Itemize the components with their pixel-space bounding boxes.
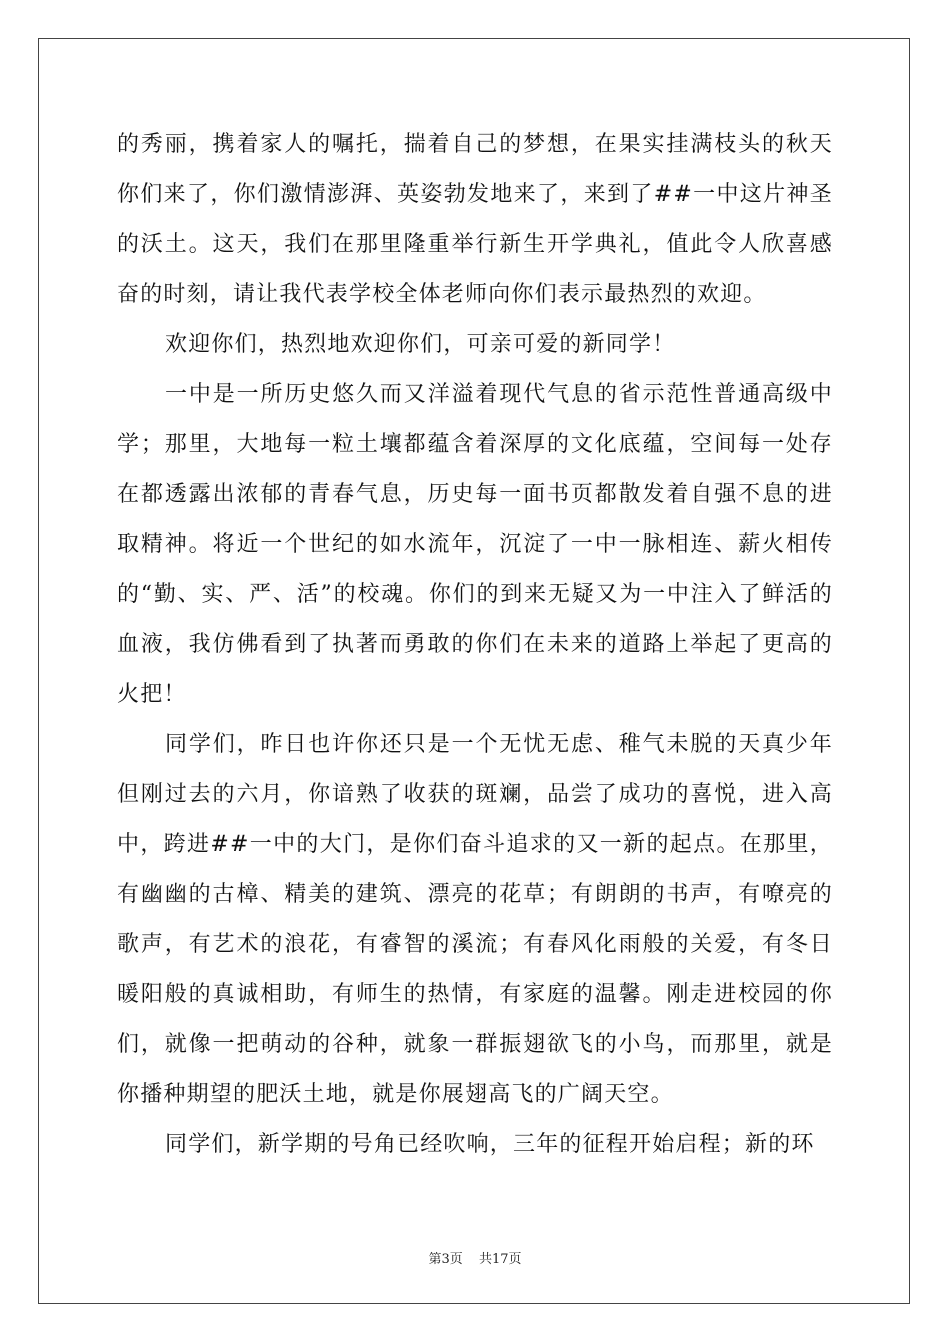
- page-number-current: 第3页: [428, 1252, 463, 1267]
- paragraph-4: 同学们，昨日也许你还只是一个无忧无虑、稚气未脱的天真少年但刚过去的六月，你谙熟了收获的斑斓，品尝了成功的喜悦，进入高中，跨进##一中的大门，是你们奋斗追求的又一新的起点。在那里，有幽幽的古樟、精美的建筑、漂亮的花草；有朗朗的书声，有嘹亮的歌声，有艺术的浪花，有睿智的溪流；有春风化雨般的关爱，有冬日暖阳般的真诚相助，有师生的热情，有家庭的温馨。刚走进校园的你们，就像一把萌动的谷种，就象一群振翅欲飞的小鸟，而那里，就是你播种期望的肥沃土地，就是你展翅高飞的广阔天空。: [117, 732, 833, 1107]
- paragraph-3: 一中是一所历史悠久而又洋溢着现代气息的省示范性普通高级中学；那里，大地每一粒土壤都蕴含着深厚的文化底蕴，空间每一处存在都透露出浓郁的青春气息，历史每一面书页都散发着自强不息的进取精神。将近一个世纪的如水流年，沉淀了一中一脉相连、薪火相传的“勤、实、严、活”的校魂。你们的到来无疑又为一中注入了鲜活的血液，我仿佛看到了执著而勇敢的你们在未来的道路上举起了更高的火把！: [117, 382, 833, 707]
- document-body: [117, 120, 833, 1170]
- page-footer: [0, 1248, 950, 1267]
- page-number-total: 共17页: [478, 1252, 522, 1267]
- paragraph-1: 的秀丽，携着家人的嘱托，揣着自己的梦想，在果实挂满枝头的秋天你们来了，你们激情澎湃、英姿勃发地来了，来到了##一中这片神圣的沃土。这天，我们在那里隆重举行新生开学典礼，值此令人欣喜感奋的时刻，请让我代表学校全体老师向你们表示最热烈的欢迎。: [117, 132, 833, 307]
- paragraph-5: 同学们，新学期的号角已经吹响，三年的征程开始启程；新的环: [165, 1132, 815, 1157]
- paragraph-2: 欢迎你们，热烈地欢迎你们，可亲可爱的新同学！: [165, 332, 676, 357]
